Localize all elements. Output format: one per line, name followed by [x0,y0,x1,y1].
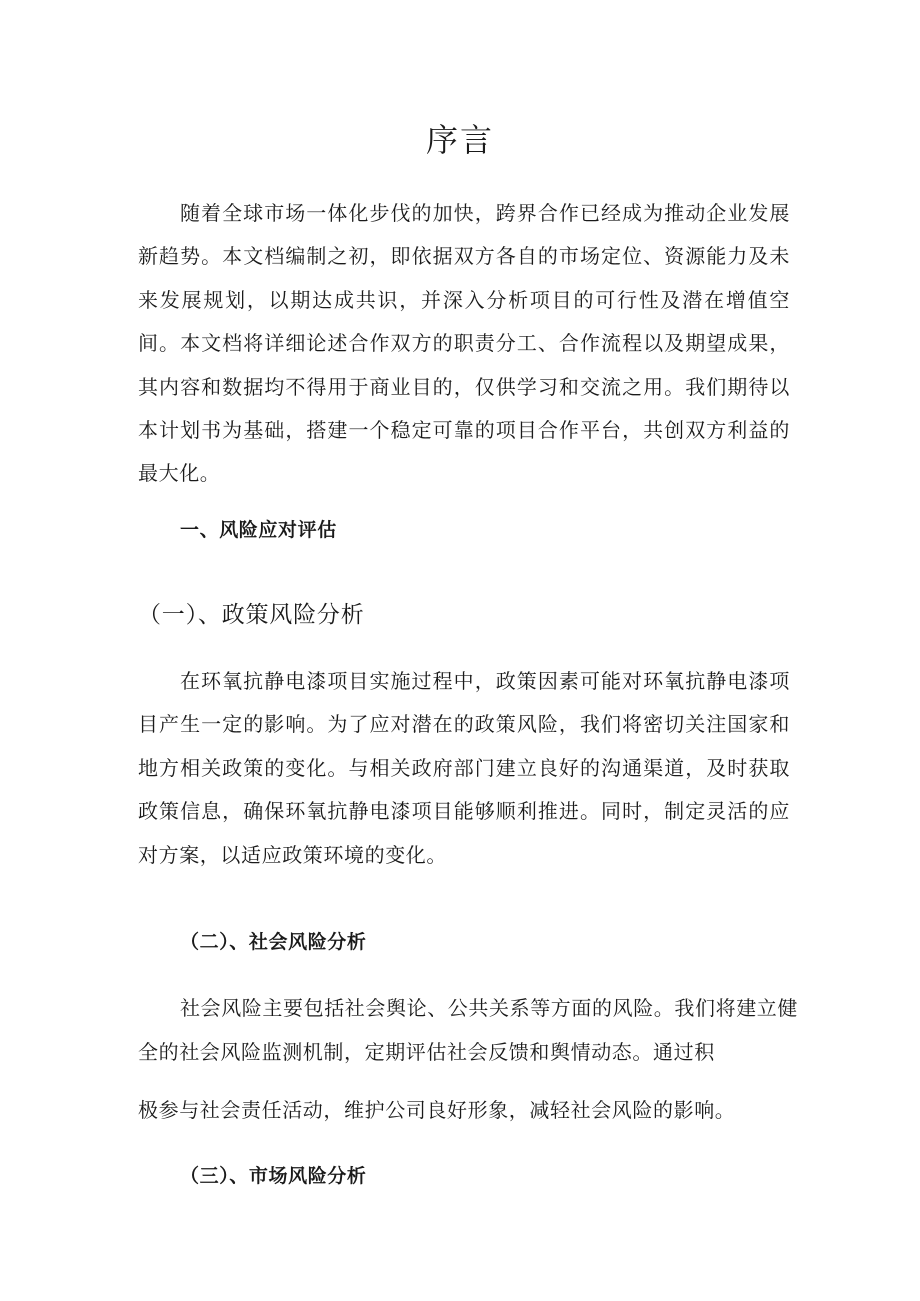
social-risk-line-1: 社会风险主要包括社会舆论、公共关系等方面的风险。我们将建立健 [180,996,798,1020]
subsection-heading-market-risk: （三）、市场风险分析 [180,1165,367,1187]
subsection-heading-policy-risk: （一）、政策风险分析 [138,602,365,628]
intro-paragraph: 随着全球市场一体化步伐的加快，跨界合作已经成为推动企业发展新趋势。本文档编制之初，即依据双方各自的市场定位、资源能力及未来发展规划，以期达成共识，并深入分析项目的可行性及潜在增值空间。本文档将详细论述合作双方的职责分工、合作流程以及期望成果，其内容和数据均不得用于商业目的，仅供学习和交流之用。我们期待以本计划书为基础，搭建一个稳定可靠的项目合作平台，共创双方利益的最大化。 [138,201,790,486]
social-risk-line-3: 极参与社会责任活动，维护公司良好形象，减轻社会风险的影响。 [138,1098,736,1122]
policy-risk-paragraph: 在环氧抗静电漆项目实施过程中，政策因素可能对环氧抗静电漆项目产生一定的影响。为了应对潜在的政策风险，我们将密切关注国家和地方相关政策的变化。与相关政府部门建立良好的沟通渠道，及时获取政策信息，确保环氧抗静电漆项目能够顺利推进。同时，制定灵活的应对方案，以适应政策环境的变化。 [138,669,790,867]
social-risk-line-2: 全的社会风险监测机制，定期评估社会反馈和舆情动态。通过积 [138,1040,715,1064]
page-title: 序言 [425,121,494,159]
section-heading-risk-assessment: 一、风险应对评估 [180,519,337,541]
subsection-heading-social-risk: （二）、社会风险分析 [180,931,367,953]
